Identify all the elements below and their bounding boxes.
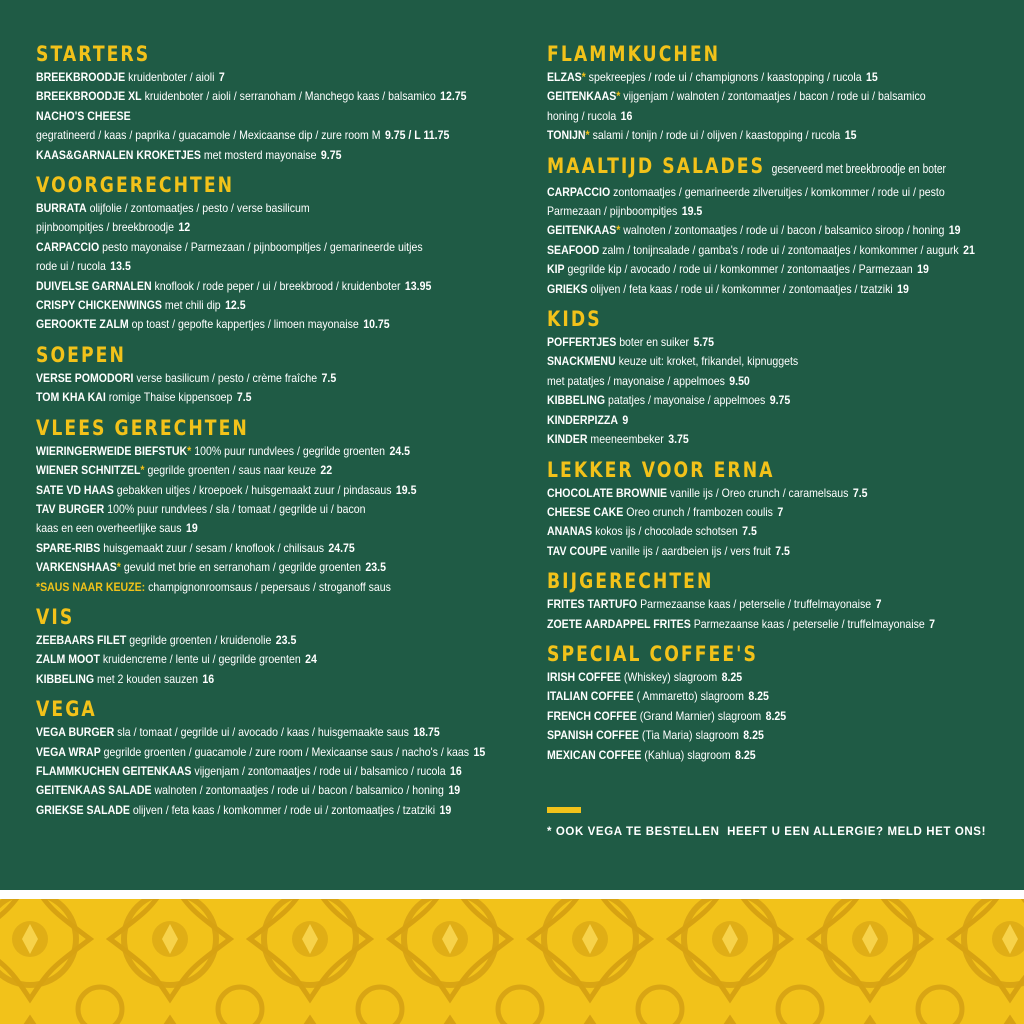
dish-description: zontomaatjes / gemarineerde zilveruitjes / komkommer / rode ui / pesto [613,184,945,199]
dish-name: KINDERPIZZA [547,412,618,427]
dish-price: 19 [185,521,198,536]
menu-item [36,199,508,218]
dish-price: 9.75 [769,393,791,408]
dish-description: ( Ammaretto) slagroom [636,689,744,704]
dish-description: vanille ijs / Oreo crunch / caramelsaus [670,485,849,500]
menu-item [36,481,508,500]
menu-item [547,221,1008,240]
dish-name: KIP [547,262,565,277]
dish-price: 7 [875,597,882,612]
section-title [547,456,1007,484]
section-title [36,171,506,199]
dish-description: op toast / gepofte kappertjes / limoen mayonaise [131,317,359,332]
menu-item [36,388,508,407]
section-maaltijd-salades [547,152,1007,299]
accent-divider [547,807,581,813]
section-title [36,40,506,68]
dish-price: 16 [202,671,215,686]
dish-description: Oreo crunch / frambozen coulis [626,504,773,519]
dish-name: TOM KHA KAI [36,390,106,405]
menu-item [36,257,508,276]
menu-item [36,519,508,538]
dish-description: walnoten / zontomaatjes / rode ui / bacon / balsamico / honing [154,783,444,798]
section-vlees-gerechten [36,414,506,597]
dish-name: SNACKMENU [547,354,616,369]
menu-column-left [36,40,506,826]
dish-description: spekreepjes / rode ui / champignons / kaastopping / rucola [588,70,862,84]
section-title [36,341,506,369]
dish-name: *SAUS NAAR KEUZE: [36,579,146,594]
section-title-text: STARTERS [36,42,151,66]
dish-name: BREEKBROODJE XL [36,89,142,104]
dish-description: gegratineerd / kaas / paprika / guacamole / Mexicaanse dip / zure room M [36,128,381,143]
dish-description: vijgenjam / walnoten / zontomaatjes / bacon / rode ui / balsamico [623,89,926,104]
menu-item [547,522,1008,541]
menu-item [547,746,1008,765]
menu-item [547,542,1008,561]
dish-price: 8.25 [748,689,769,704]
dish-description: meeneembeker [590,432,664,447]
tile-pattern-graphic [0,899,1024,1024]
dish-price: 19 [948,223,961,238]
dish-price: 8.25 [765,708,787,723]
dish-description: salami / tonijn / rode ui / olijven / kaastopping / rucola [592,128,841,143]
dish-description: 100% puur rundvlees / sla / tomaat / gegrilde ui / bacon [107,501,366,516]
dish-name: TONIJN [547,128,586,143]
dish-price: 7.5 [852,485,868,500]
dish-name: TAV BURGER [36,501,105,516]
section-title-text: VOORGERECHTEN [36,173,235,198]
dish-price: 19 [917,262,929,277]
section-title [547,305,1007,333]
dish-name: ELZAS [547,70,582,84]
menu-item [36,238,508,257]
section-title-text: SOEPEN [36,342,126,367]
section-title [36,603,506,631]
dish-description: patatjes / mayonaise / appelmoes [608,393,766,408]
dish-description: olijfolie / zontomaatjes / pesto / verse basilicum [89,201,310,216]
dish-name: SATE VD HAAS [36,482,114,497]
dish-name: WIERINGERWEIDE BIEFSTUK [36,443,188,458]
dish-price: 22 [320,463,333,478]
dish-description: (Whiskey) slagroom [623,669,718,684]
dish-price: 16 [450,763,462,778]
menu-item [547,241,1008,260]
menu-item [36,500,508,519]
dish-price: 9.50 [729,373,750,388]
dish-name: VERSE POMODORI [36,370,134,385]
dish-price: 7.5 [742,524,757,539]
menu-item [36,670,508,689]
vega-star: * [187,443,192,458]
menu-item [36,107,508,126]
dish-price: 19.5 [681,204,703,219]
dish-price: 13.95 [404,278,432,293]
dish-name: WIENER SCHNITZEL [36,463,141,478]
dish-name: CRISPY CHICKENWINGS [36,298,162,313]
dish-price: 18.75 [413,725,440,740]
dish-name: SEAFOOD [547,242,600,257]
dish-price: 21 [963,242,975,257]
dish-description: pesto mayonaise / Parmezaan / pijnboompitjes / gemarineerde uitjes [102,239,423,254]
dish-description: vanille ijs / aardbeien ijs / vers fruit [609,543,771,558]
dish-price: 7 [218,70,225,84]
dish-description: gegrilde groenten / kruidenolie [129,632,272,647]
dish-description: met mosterd mayonaise [203,147,317,162]
menu-item [36,461,508,480]
menu-item [547,726,1008,745]
menu-item [547,411,1008,430]
dish-price: 24.75 [328,540,355,555]
dish-description: met 2 kouden sauzen [97,671,199,686]
menu-item [36,87,508,106]
dish-name: MEXICAN COFFEE [547,747,642,762]
dish-description: kruidenboter / aioli [128,70,215,84]
menu-item [36,68,508,87]
dish-name: KIBBELING [547,393,606,408]
dish-name: BREEKBROODJE [36,70,126,84]
section-starters [36,40,506,165]
menu-item [36,218,508,237]
vega-star: * [581,70,586,84]
section-title-text: FLAMMKUCHEN [547,42,721,66]
menu-item [547,352,1008,371]
section-lekker-voor-erna [547,456,1007,562]
dish-description: olijven / feta kaas / komkommer / rode ui / zontomaatjes / tzatziki [132,802,436,817]
section-note: geserveerd met breekbroodje en boter [771,161,946,176]
menu-item [36,801,508,820]
dish-name: CARPACCIO [547,184,611,199]
vega-star: * [616,89,621,104]
menu-item [547,430,1008,449]
section-soepen [36,341,506,408]
dish-price: 12 [178,220,191,235]
dish-name: CHOCOLATE BROWNIE [547,485,668,500]
dish-name: KAAS&GARNALEN KROKETJES [36,147,201,162]
dish-description: gegrilde groenten / saus naar keuze [147,463,316,478]
menu-item [36,296,508,315]
section-vis [36,603,506,689]
menu-item [547,484,1008,503]
section-special-coffee-s [547,640,1007,765]
menu-item [547,126,1008,145]
dish-description: pijnboompitjes / breekbroodje [36,220,174,235]
dish-description: (Tia Maria) slagroom [641,728,739,743]
dish-price: 7.5 [775,543,790,558]
menu-item [547,183,1008,202]
dish-name: GRIEKS [547,281,588,296]
section-title-text: SPECIAL COFFEE'S [547,641,758,666]
dish-name: DUIVELSE GARNALEN [36,278,152,293]
dish-price: 15 [473,744,486,759]
menu-item [36,539,508,558]
dish-name: FLAMMKUCHEN GEITENKAAS [36,763,192,778]
dish-description: verse basilicum / pesto / crème fraîche [136,370,318,385]
dish-name: VEGA WRAP [36,744,101,759]
dish-price: 12.75 [440,89,467,104]
dish-price: 7.5 [236,390,252,405]
dish-price: 5.75 [693,335,715,350]
section-vega [36,695,506,820]
menu-item [547,260,1008,279]
vega-star: * [140,463,145,478]
section-title-text: MAALTIJD SALADES [547,153,766,178]
menu-item [36,650,508,669]
dish-description: gebakken uitjes / kroepoek / huisgemaakt zuur / pindasaus [116,482,392,497]
dish-name: ZOETE AARDAPPEL FRITES [547,616,691,631]
dish-description: honing / rucola [547,108,617,123]
dish-description: vijgenjam / zontomaatjes / rode ui / balsamico / rucola [194,763,446,778]
menu-item [36,126,508,145]
menu-item [547,391,1008,410]
dish-price: 15 [844,128,857,143]
dish-price: 7 [929,616,936,631]
dish-description: (Grand Marnier) slagroom [639,708,762,723]
dish-name: GRIEKSE SALADE [36,802,130,817]
dish-description: met patatjes / mayonaise / appelmoes [547,373,725,388]
menu-item [36,762,508,781]
vega-star: * [585,128,590,143]
menu-item [36,631,508,650]
dish-name: GEITENKAAS SALADE [36,783,152,798]
section-title-text: VLEES GERECHTEN [36,415,249,440]
section-title [36,695,506,723]
section-title [547,640,1007,668]
dish-description: knoflook / rode peper / ui / breekbrood / kruidenboter [154,278,401,293]
dish-price: 24 [305,652,317,667]
menu-item [547,87,1008,106]
dish-name: GEITENKAAS [547,89,617,104]
menu-item [547,503,1008,522]
dish-price: 7.5 [321,370,337,385]
dish-name: SPANISH COFFEE [547,728,639,743]
menu-column-right [547,40,1007,771]
menu-item [547,202,1008,221]
dish-name: BURRATA [36,201,87,216]
dish-description: (Kahlua) slagroom [644,747,731,762]
dish-price: 10.75 [363,317,390,332]
section-title [547,40,1007,68]
dish-description: boter en suiker [619,335,690,350]
dish-description: gegrilde groenten / guacamole / zure room / Mexicaanse saus / nacho's / kaas [103,744,470,759]
dish-description: keuze uit: kroket, frikandel, kipnuggets [618,354,799,369]
dish-description: kokos ijs / chocolade schotsen [595,524,738,539]
decorative-tile-pattern [0,899,1024,1024]
dish-price: 9.75 / L 11.75 [384,128,450,143]
section-title-text: LEKKER VOOR ERNA [547,457,775,482]
dish-name: ANANAS [547,524,593,539]
menu-item [547,595,1008,614]
dish-price: 7 [777,504,784,519]
dish-price: 19 [897,281,909,296]
menu-item [36,558,508,577]
dish-description: walnoten / zontomaatjes / rode ui / bacon / balsamico siroop / honing [623,223,945,238]
dish-description: kruidencreme / lente ui / gegrilde groenten [102,652,301,667]
dish-description: kruidenboter / aioli / serranoham / Manchego kaas / balsamico [144,89,436,104]
dish-price: 12.5 [225,298,246,313]
menu-item [547,280,1008,299]
dish-description: 100% puur rundvlees / gegrilde groenten [194,443,386,458]
dish-price: 19 [439,802,452,817]
section-title [36,414,506,442]
dish-name: NACHO'S CHEESE [36,108,131,123]
dish-description: kaas en een overheerlijke saus [36,521,182,536]
dish-price: 24.5 [389,443,410,458]
dish-name: KINDER [547,432,588,447]
dish-price: 9 [622,412,629,427]
dish-description: Parmezaanse kaas / peterselie / truffelmayonaise [693,616,925,631]
dish-name: CHEESE CAKE [547,504,624,519]
section-bijgerechten [547,567,1007,634]
dish-name: FRITES TARTUFO [547,597,638,612]
section-title-text: BIJGERECHTEN [547,569,714,594]
section-title-text: VIS [36,604,75,629]
section-title-text: VEGA [36,697,97,722]
menu-item [547,107,1008,126]
dish-description: Parmezaan / pijnboompitjes [547,204,678,219]
dish-name: CARPACCIO [36,239,100,254]
dish-name: VARKENSHAAS [36,560,117,575]
dish-description: gegrilde kip / avocado / rode ui / komkommer / zontomaatjes / Parmezaan [567,262,913,277]
dish-description: huisgemaakt zuur / sesam / knoflook / chilisaus [103,540,324,555]
dish-name: GEROOKTE ZALM [36,317,129,332]
section-title [547,567,1007,595]
dish-name: GEITENKAAS [547,223,617,238]
dish-price: 8.25 [735,747,756,762]
section-title-text: KIDS [547,307,602,332]
dish-description: gevuld met brie en serranoham / gegrilde groenten [123,560,361,575]
menu-item [547,668,1008,687]
dish-price: 8.25 [743,728,764,743]
menu-item [547,615,1008,634]
section-title [547,152,1007,183]
dish-name: SPARE-RIBS [36,540,101,555]
dish-price: 16 [620,108,633,123]
menu-item [36,315,508,334]
dish-price: 8.25 [721,669,743,684]
dish-name: POFFERTJES [547,335,617,350]
dish-description: met chili dip [164,298,221,313]
vega-footnote: * OOK VEGA TE BESTELLEN [547,826,720,838]
menu-item [547,372,1008,391]
dish-description: rode ui / rucola [36,259,106,274]
menu-item [547,68,1008,87]
menu-item [547,333,1008,352]
section-flammkuchen [547,40,1007,146]
dish-description: olijven / feta kaas / rode ui / komkommer / zontomaatjes / tzatziki [590,281,893,296]
dish-name: VEGA BURGER [36,725,115,740]
dish-name: ZEEBAARS FILET [36,632,127,647]
dish-price: 23.5 [275,632,297,647]
dish-description: champignonroomsaus / pepersaus / stroganoff saus [148,579,391,594]
dish-description: romige Thaise kippensoep [108,390,233,405]
divider-stripe [0,890,1024,899]
dish-name: ZALM MOOT [36,652,100,667]
dish-price: 15 [866,70,878,84]
dish-price: 13.5 [110,259,131,274]
section-voorgerechten [36,171,506,335]
vega-star: * [616,223,621,238]
menu-item [36,743,508,762]
dish-price: 19.5 [395,482,417,497]
dish-name: ITALIAN COFFEE [547,689,634,704]
menu-item [36,723,508,742]
dish-description: Parmezaanse kaas / peterselie / truffelmayonaise [640,597,872,612]
section-kids [547,305,1007,449]
menu-item [36,277,508,296]
menu-item [36,781,508,800]
menu-item [36,369,508,388]
dish-description: zalm / tonijnsalade / gamba's / rode ui / zontomaatjes / komkommer / augurk [602,242,959,257]
dish-price: 9.75 [320,147,342,162]
dish-price: 3.75 [668,432,689,447]
menu-item [36,442,508,461]
allergy-footnote: HEEFT U EEN ALLERGIE? MELD HET ONS! [727,826,986,838]
vega-star: * [116,560,121,575]
dish-price: 23.5 [365,560,386,575]
dish-name: TAV COUPE [547,543,608,558]
dish-name: FRENCH COFFEE [547,708,637,723]
menu-item [36,578,508,597]
dish-price: 19 [448,783,461,798]
menu-item [547,687,1008,706]
dish-name: KIBBELING [36,671,95,686]
dish-name: IRISH COFFEE [547,669,621,684]
dish-description: sla / tomaat / gegrilde ui / avocado / kaas / huisgemaakte saus [117,725,409,740]
menu-item [36,146,508,165]
menu-item [547,707,1008,726]
